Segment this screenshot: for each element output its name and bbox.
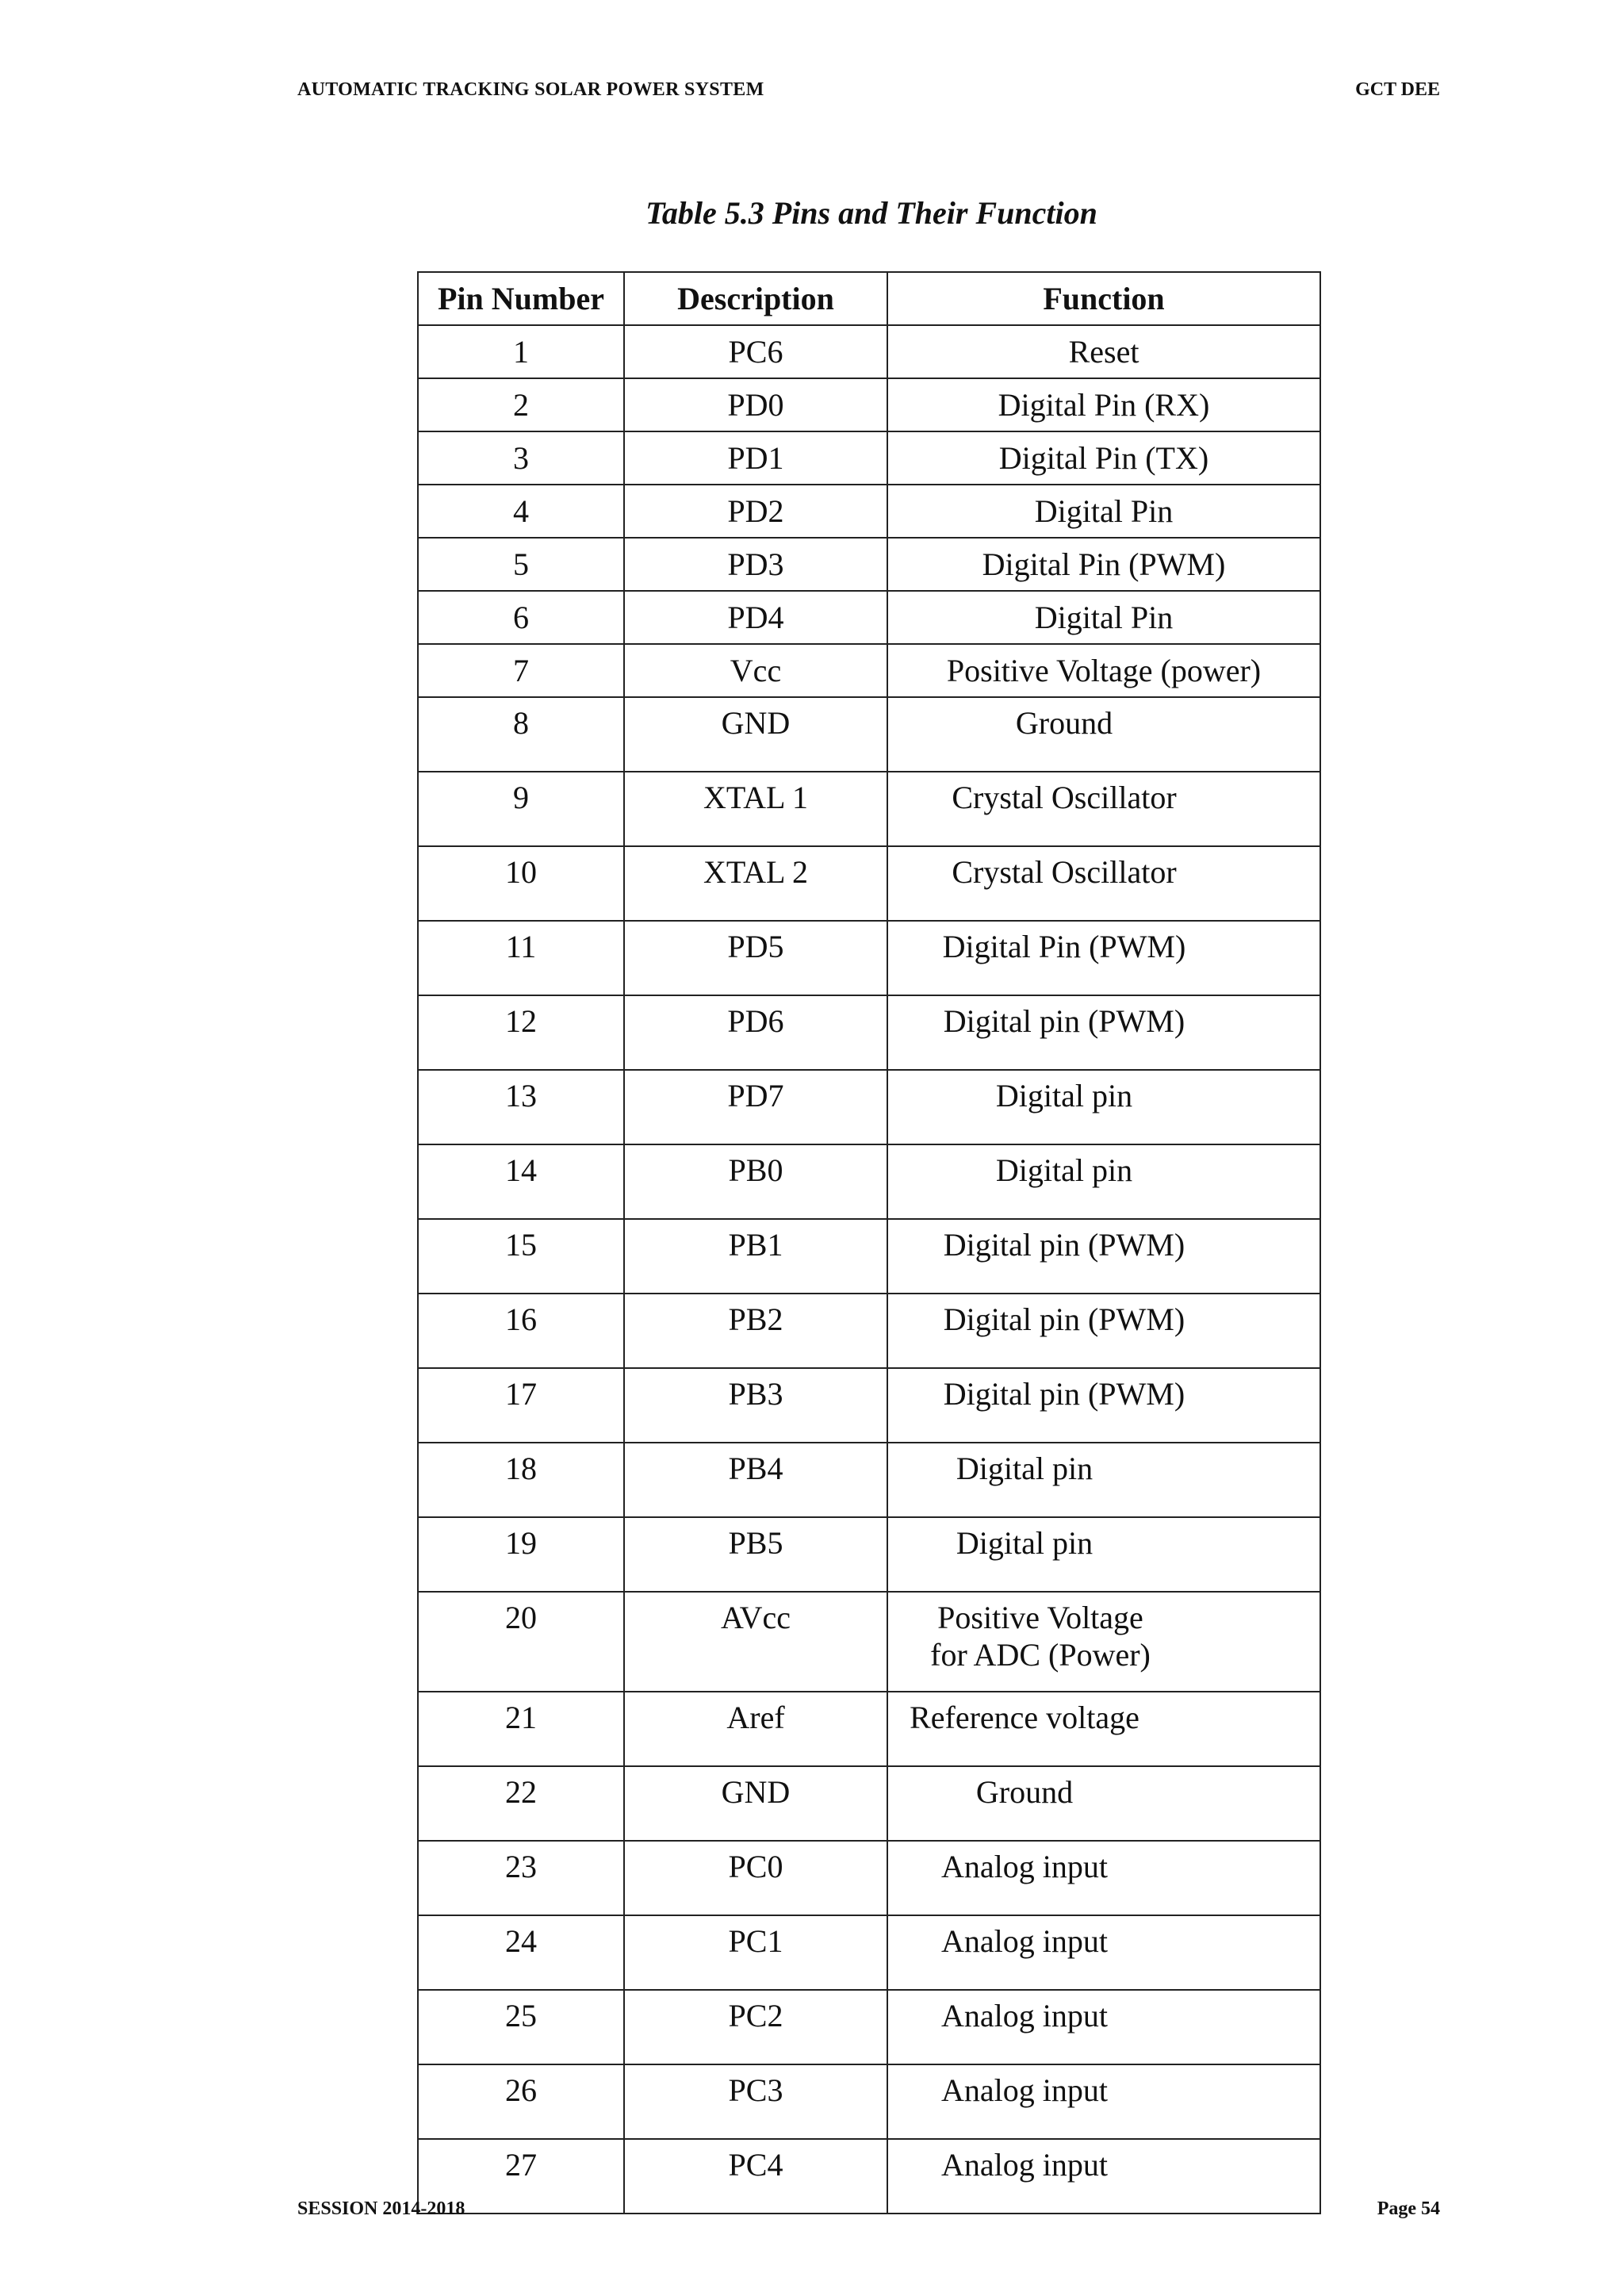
function-text: Digital Pin (PWM) [982,546,1226,582]
function-cell [887,644,1320,697]
description-cell: PD1 [624,431,887,485]
pin-number-cell: 13 [418,1070,624,1144]
description-cell: PC6 [624,325,887,378]
pin-number-cell: 5 [418,538,624,591]
table-row [418,1368,1320,1443]
function-text: Ground [1015,705,1113,741]
function-text: Digital pin (PWM) [943,1003,1185,1039]
function-text: Digital Pin [1034,493,1174,529]
pin-number-cell: 21 [418,1692,624,1766]
pin-number-cell: 23 [418,1841,624,1915]
pin-number-cell: 10 [418,846,624,921]
table-row [418,697,1320,772]
function-cell [887,1915,1320,1990]
function-cell [887,1443,1320,1517]
running-header-department: GCT DEE [1355,79,1440,100]
footer-page-number: Page 54 [1377,2198,1440,2219]
pin-number-cell: 15 [418,1219,624,1294]
pin-number-cell: 27 [418,2139,624,2214]
pin-number-cell: 19 [418,1517,624,1592]
function-cell [887,378,1320,431]
function-cell [887,1144,1320,1219]
pin-number-cell: 26 [418,2064,624,2139]
function-text: Analog input [941,1998,1108,2033]
pin-number-cell: 22 [418,1766,624,1841]
column-header-function: Function [887,272,1320,325]
pin-number-cell: 11 [418,921,624,995]
table-row [418,644,1320,697]
table-row [418,772,1320,846]
description-cell: PB4 [624,1443,887,1517]
description-cell: PB1 [624,1219,887,1294]
function-cell [887,772,1320,846]
description-cell: Aref [624,1692,887,1766]
description-cell: PB3 [624,1368,887,1443]
table-row [418,1517,1320,1592]
function-text: Crystal Oscillator [952,854,1177,890]
description-cell: PD6 [624,995,887,1070]
description-cell: XTAL 1 [624,772,887,846]
pin-number-cell: 14 [418,1144,624,1219]
function-text: Digital pin (PWM) [943,1301,1185,1337]
table-row [418,325,1320,378]
pin-number-cell: 4 [418,485,624,538]
function-text: Digital Pin (PWM) [942,929,1186,964]
function-text: Digital Pin (RX) [998,387,1210,423]
function-cell [887,591,1320,644]
description-cell: PD7 [624,1070,887,1144]
table-row [418,1692,1320,1766]
description-cell: PB2 [624,1294,887,1368]
function-cell [887,1219,1320,1294]
pin-number-cell: 18 [418,1443,624,1517]
description-cell: PD5 [624,921,887,995]
function-cell [887,538,1320,591]
table-row [418,1915,1320,1990]
function-cell [887,995,1320,1070]
footer-session: SESSION 2014-2018 [297,2198,465,2219]
table-row [418,1841,1320,1915]
function-cell [887,697,1320,772]
function-text: Positive Voltage for ADC (Power) [930,1600,1151,1673]
description-cell: PD3 [624,538,887,591]
table-row [418,1443,1320,1517]
description-cell: PC0 [624,1841,887,1915]
description-cell: GND [624,697,887,772]
pin-number-cell: 8 [418,697,624,772]
pin-number-cell: 17 [418,1368,624,1443]
pin-number-cell: 25 [418,1990,624,2064]
function-cell [887,325,1320,378]
function-text: Ground [975,1774,1074,1810]
function-cell [887,2139,1320,2214]
function-text: Analog input [941,2147,1108,2183]
function-text: Digital Pin (TX) [998,440,1209,476]
table-row [418,1144,1320,1219]
pin-number-cell: 7 [418,644,624,697]
table-row [418,431,1320,485]
table-row [418,1070,1320,1144]
function-cell [887,1517,1320,1592]
description-cell: PB0 [624,1144,887,1219]
table-row [418,538,1320,591]
function-text: Digital pin [956,1525,1094,1561]
description-cell: GND [624,1766,887,1841]
function-cell [887,1990,1320,2064]
function-text: Analog input [941,1923,1108,1959]
table-row [418,1592,1320,1692]
function-cell [887,1766,1320,1841]
pin-number-cell: 9 [418,772,624,846]
function-cell [887,485,1320,538]
column-header-description: Description [624,272,887,325]
table-row [418,846,1320,921]
function-cell [887,921,1320,995]
table-row [418,1766,1320,1841]
running-header-title: AUTOMATIC TRACKING SOLAR POWER SYSTEM [297,79,764,100]
table-row [418,995,1320,1070]
pin-number-cell: 24 [418,1915,624,1990]
table-header-row [418,272,1320,325]
function-cell [887,1692,1320,1766]
description-cell: PB5 [624,1517,887,1592]
table-row [418,2139,1320,2214]
function-text: Crystal Oscillator [952,780,1177,815]
table-row [418,2064,1320,2139]
description-cell: XTAL 2 [624,846,887,921]
pin-number-cell: 2 [418,378,624,431]
function-text: Reset [1068,334,1139,370]
function-cell [887,2064,1320,2139]
function-text: Analog input [941,2072,1108,2108]
function-text: Reference voltage [910,1700,1139,1735]
description-cell: Vcc [624,644,887,697]
pin-number-cell: 16 [418,1294,624,1368]
function-cell [887,1592,1320,1692]
function-text: Digital pin (PWM) [943,1376,1185,1412]
table-row [418,1294,1320,1368]
description-cell: PD4 [624,591,887,644]
pin-number-cell: 12 [418,995,624,1070]
table-row [418,1219,1320,1294]
pin-number-cell: 6 [418,591,624,644]
table-row [418,591,1320,644]
function-cell [887,1070,1320,1144]
table-row [418,1990,1320,2064]
function-text: Digital pin [995,1078,1133,1114]
description-cell: AVcc [624,1592,887,1692]
pin-number-cell: 1 [418,325,624,378]
function-cell [887,1841,1320,1915]
description-cell: PD0 [624,378,887,431]
column-header-pin-number: Pin Number [418,272,624,325]
description-cell: PD2 [624,485,887,538]
function-text: Analog input [941,1849,1108,1884]
table-row [418,378,1320,431]
table-caption: Table 5.3 Pins and Their Function [645,195,1097,231]
function-cell [887,1368,1320,1443]
table-row [418,921,1320,995]
description-cell: PC2 [624,1990,887,2064]
pin-number-cell: 20 [418,1592,624,1692]
function-text: Digital pin (PWM) [943,1227,1185,1263]
function-cell [887,1294,1320,1368]
table-row [418,485,1320,538]
pins-table [417,271,1321,2214]
function-text: Positive Voltage (power) [946,653,1262,688]
function-text: Digital pin [956,1451,1094,1486]
function-text: Digital pin [995,1152,1133,1188]
description-cell: PC3 [624,2064,887,2139]
function-cell [887,846,1320,921]
description-cell: PC4 [624,2139,887,2214]
description-cell: PC1 [624,1915,887,1990]
function-text: Digital Pin [1034,600,1174,635]
function-cell [887,431,1320,485]
table-body [418,325,1320,2214]
pin-number-cell: 3 [418,431,624,485]
